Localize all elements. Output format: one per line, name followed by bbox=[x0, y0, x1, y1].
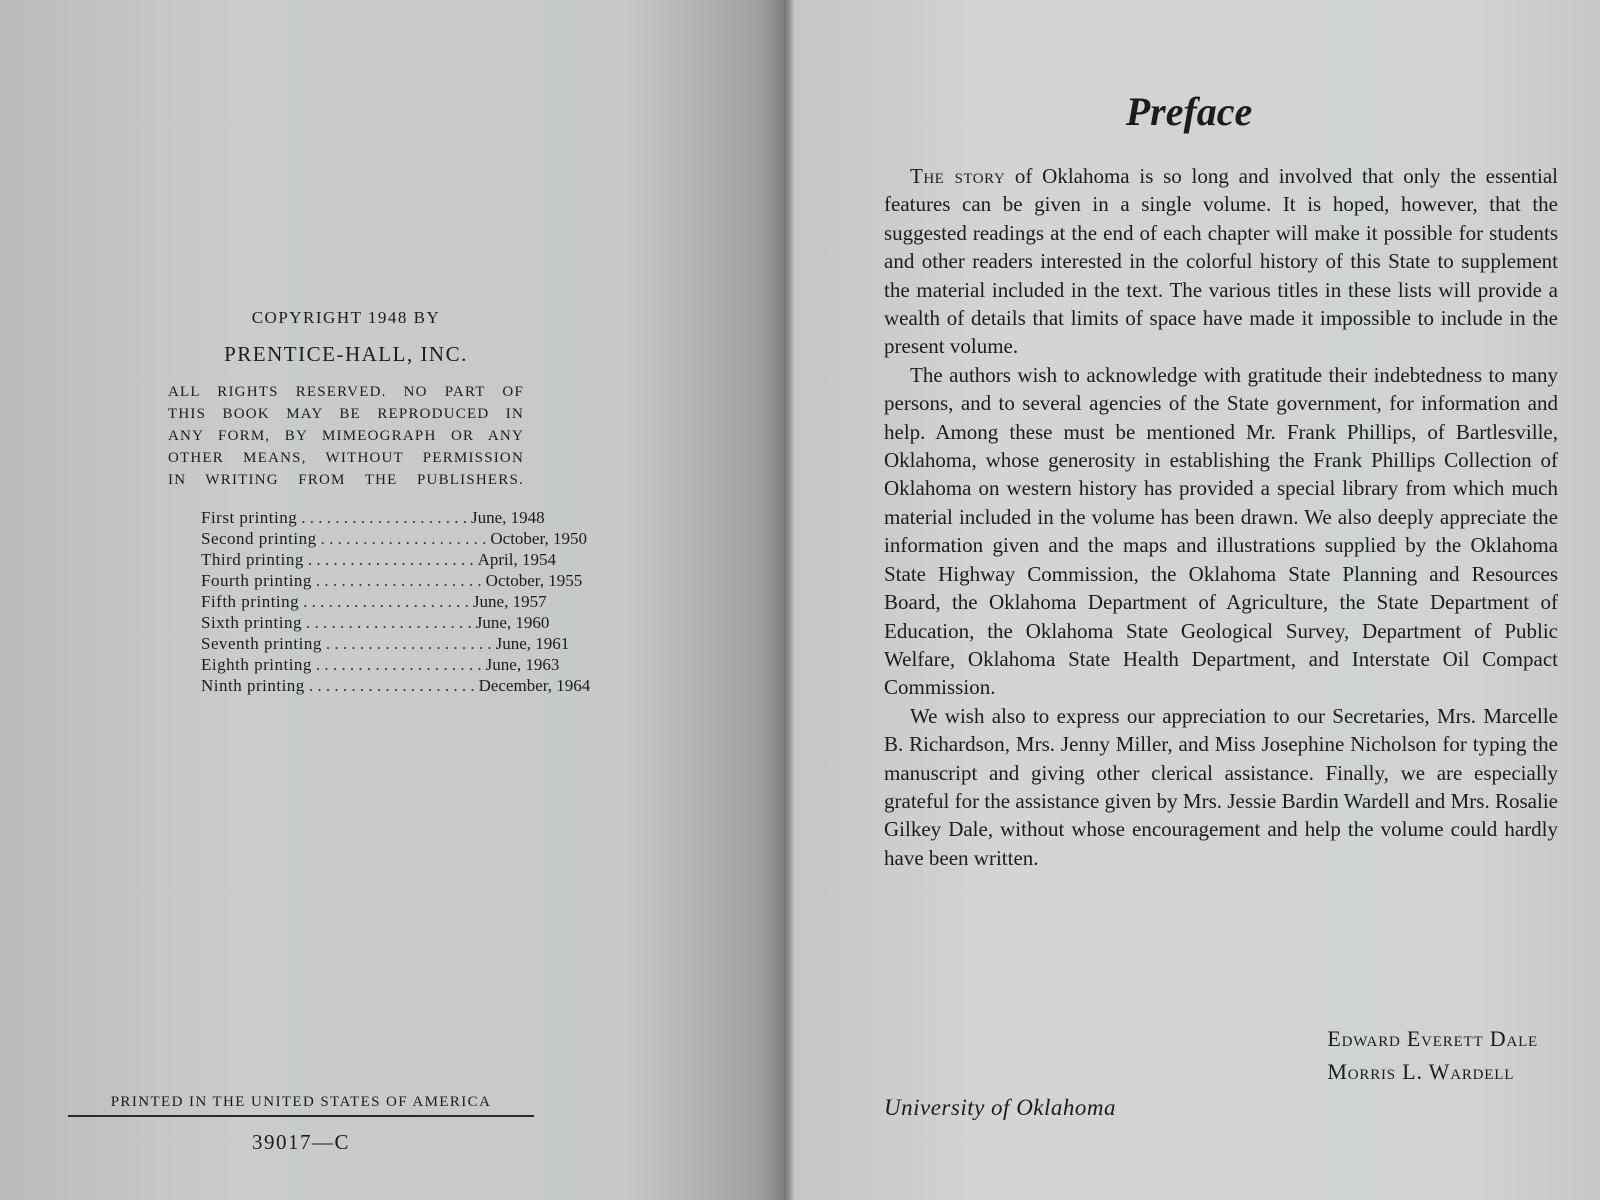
leader-dots: . . . . . . . . . . . . . . . . . . . . bbox=[308, 676, 475, 695]
preface-title: Preface bbox=[1125, 89, 1253, 134]
printing-date: December, 1964 bbox=[478, 676, 591, 695]
copyright-page bbox=[0, 0, 784, 1200]
printing-label: Eighth printing bbox=[201, 655, 312, 674]
printing-label: Seventh printing bbox=[201, 634, 322, 653]
printing-date: October, 1955 bbox=[485, 571, 583, 590]
preface-paragraph bbox=[884, 702, 1558, 872]
copyright-notice: COPYRIGHT 1948 BY bbox=[251, 308, 441, 327]
leader-dots: . . . . . . . . . . . . . . . . . . . . bbox=[305, 613, 472, 632]
printing-row bbox=[201, 612, 550, 633]
paragraph-text: We wish also to express our appreciation to our Secretaries, Mrs. Marcelle B. Richardson, Mrs. Jenny Miller, and Miss Josephine Nicholson for typing the manuscript and giving other clerical assistance. Finally, we are especially grateful for the assistance given by Mrs. Jessie Bardin Wardell and Mrs. Rosalie Gilkey Dale, without whose encouragement and help the volume could hardly have been written. bbox=[884, 703, 1558, 870]
printing-row bbox=[201, 507, 545, 528]
printing-label: First printing bbox=[201, 508, 298, 527]
printing-row bbox=[201, 591, 547, 612]
printing-date: June, 1961 bbox=[495, 634, 570, 653]
publisher-name: PRENTICE-HALL, INC. bbox=[224, 342, 468, 366]
leader-dots: . . . . . . . . . . . . . . . . . . . . bbox=[315, 655, 482, 674]
rights-reserved-notice bbox=[168, 381, 524, 491]
rights-line: ANY FORM, BY MIMEOGRAPH OR ANY bbox=[168, 428, 524, 444]
copyright-block bbox=[168, 308, 591, 696]
rights-line: ALL RIGHTS RESERVED. NO PART OF bbox=[168, 384, 524, 400]
preface-body bbox=[884, 162, 1558, 872]
leader-dots: . . . . . . . . . . . . . . . . . . . . bbox=[325, 634, 492, 653]
printing-row bbox=[201, 549, 556, 570]
printing-row bbox=[201, 654, 560, 675]
preface-paragraph bbox=[884, 162, 1558, 361]
printing-date: October, 1950 bbox=[490, 529, 587, 548]
printing-date: April, 1954 bbox=[477, 550, 556, 569]
printing-label: Sixth printing bbox=[201, 613, 302, 632]
leader-dots: . . . . . . . . . . . . . . . . . . . . bbox=[320, 529, 487, 548]
leader-dots: . . . . . . . . . . . . . . . . . . . . bbox=[307, 550, 474, 569]
printing-date: June, 1957 bbox=[472, 592, 547, 611]
author-affiliation: University of Oklahoma bbox=[884, 1095, 1117, 1120]
printing-row bbox=[201, 570, 583, 591]
printing-row bbox=[201, 675, 591, 696]
leader-dots: . . . . . . . . . . . . . . . . . . . . bbox=[301, 508, 468, 527]
author-name: Morris L. Wardell bbox=[1327, 1059, 1515, 1084]
paragraph-text: The authors wish to acknowledge with gratitude their indebtedness to many persons, and to several agencies of the State government, for information and help. Among these must be mentioned Mr. Frank Phillips, of Bartlesville, Oklahoma, whose generosity in establishing the Frank Phillips Collection of Oklahoma on western history has provided a special library from which much material included in the volume has been drawn. We also deeply appreciate the information given and the maps and illustrations supplied by the Oklahoma State Highway Commission, the Oklahoma State Planning and Resources Board, the Oklahoma Department of Agriculture, the State Department of Education, the Oklahoma State Geological Survey, Department of Public Welfare, Oklahoma State Health Department, and Interstate Oil Compact Commission. bbox=[884, 362, 1558, 700]
printing-label: Third printing bbox=[201, 550, 304, 569]
printing-label: Fifth printing bbox=[201, 592, 300, 611]
rights-line: IN WRITING FROM THE PUBLISHERS. bbox=[168, 472, 524, 488]
preface-page bbox=[794, 0, 1600, 1200]
printing-label: Fourth printing bbox=[201, 571, 312, 590]
printing-row bbox=[201, 633, 570, 654]
leader-dots: . . . . . . . . . . . . . . . . . . . . bbox=[303, 592, 469, 611]
paragraph-text: of Oklahoma is so long and involved that only the essential features can be given in a single volume. It is hoped, however, that the suggested readings at the end of each chapter will make it possible for students and other readers interested in the colorful history of this State to supplement the material included in the text. The various titles in these lists will provide a wealth of details that limits of space have made it impossible to include in the present volume. bbox=[884, 164, 1558, 359]
printing-row bbox=[201, 528, 587, 549]
printing-history bbox=[201, 507, 591, 696]
book-code: 39017—C bbox=[251, 1130, 350, 1154]
printing-date: June, 1960 bbox=[475, 613, 550, 632]
printing-date: June, 1948 bbox=[471, 508, 545, 527]
leader-dots: . . . . . . . . . . . . . . . . . . . . bbox=[315, 571, 482, 590]
book-gutter bbox=[784, 0, 794, 1200]
printing-label: Second printing bbox=[201, 529, 317, 548]
printed-in-notice: PRINTED IN THE UNITED STATES OF AMERICA bbox=[68, 1094, 534, 1117]
rights-line: OTHER MEANS, WITHOUT PERMISSION bbox=[168, 450, 524, 466]
printing-label: Ninth printing bbox=[201, 676, 305, 695]
author-signatures bbox=[1327, 1022, 1538, 1088]
printing-date: June, 1963 bbox=[485, 655, 560, 674]
paragraph-lead: The story bbox=[910, 164, 1006, 188]
rights-line: THIS BOOK MAY BE REPRODUCED IN bbox=[168, 406, 524, 422]
preface-paragraph bbox=[884, 361, 1558, 702]
author-name: Edward Everett Dale bbox=[1327, 1026, 1538, 1051]
